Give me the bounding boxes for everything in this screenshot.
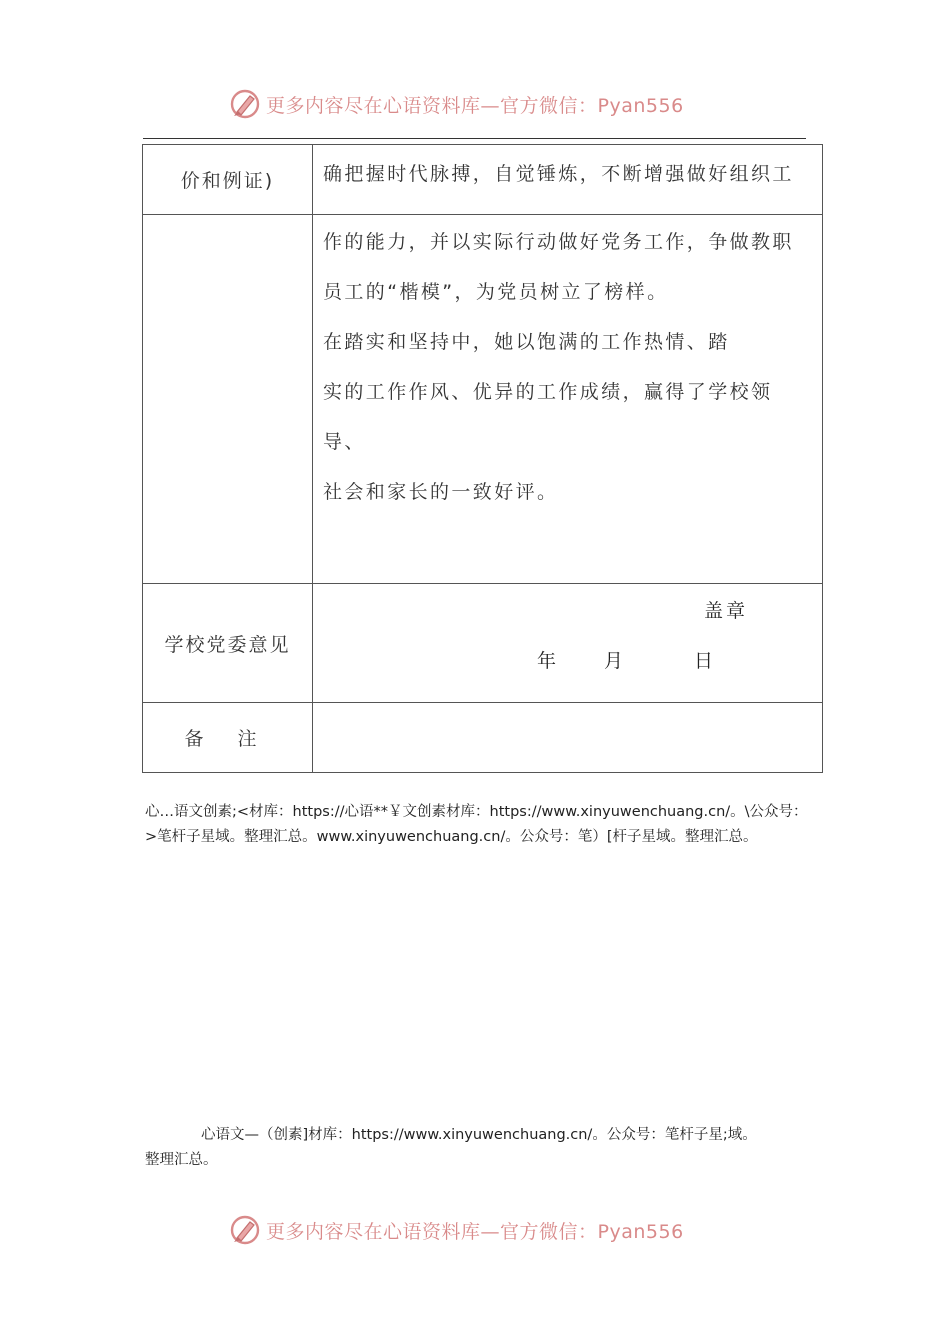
remark-label: 备 注	[143, 703, 313, 773]
row2-label-empty	[143, 215, 313, 584]
row2-line: 导、	[323, 431, 366, 453]
row2-line: 实的工作作风、优异的工作成绩，赢得了学校领	[323, 381, 773, 403]
row2-line: 作的能力，并以实际行动做好党务工作，争做教职	[323, 231, 794, 253]
table-row	[143, 215, 823, 584]
row1-label: 价和例证)	[143, 145, 313, 215]
footer-banner-id: Pyan556	[597, 1220, 684, 1243]
date-year-label: 年	[537, 650, 557, 672]
header-banner-text: 更多内容尽在心语资料库—官方微信：Pyan556	[266, 94, 684, 117]
remark-value	[313, 703, 823, 773]
row2-line: 社会和家长的一致好评。	[323, 481, 559, 503]
evaluation-table	[142, 144, 823, 773]
header-banner	[228, 84, 748, 124]
pen-logo-icon	[228, 1213, 262, 1247]
pen-logo-icon	[228, 87, 262, 121]
row2-line: 在踏实和坚持中，她以饱满的工作热情、踏	[323, 331, 730, 353]
row2-text	[313, 215, 823, 584]
table-row	[143, 145, 823, 215]
seal-label: 盖章	[704, 600, 749, 622]
date-day-label: 日	[694, 650, 714, 672]
source-note-2	[145, 1123, 810, 1173]
table-row	[143, 703, 823, 773]
row2-line: 员工的“楷模”，为党员树立了榜样。	[323, 281, 669, 303]
footer-banner-text: 更多内容尽在心语资料库—官方微信：Pyan556	[266, 1220, 684, 1243]
source-note-1: 心…语文创素;<材库：https://心语**￥文创素材库：https://www.xinyuwenchuang.cn/。\公众号：>笔杆子星域。整理汇总。www.xinyuwenchuang.cn/。公众号：笔）[杆子星域。整理汇总。	[145, 804, 808, 845]
date-month-label: 月	[604, 650, 624, 672]
source-note-2-line2: 整理汇总。	[145, 1152, 218, 1168]
header-banner-id: Pyan556	[597, 94, 684, 117]
row1-text: 确把握时代脉搏，自觉锤炼，不断增强做好组织工	[313, 145, 823, 215]
party-committee-opinion-label: 学校党委意见	[143, 584, 313, 703]
header-rule	[143, 138, 806, 139]
source-note-2-line1: 心语文—（创素]材库：https://www.xinyuwenchuang.cn/。公众号：笔杆子星;域。	[201, 1127, 757, 1143]
table-row	[143, 584, 823, 703]
party-committee-opinion-cell	[313, 584, 823, 703]
footer-banner	[228, 1210, 748, 1250]
